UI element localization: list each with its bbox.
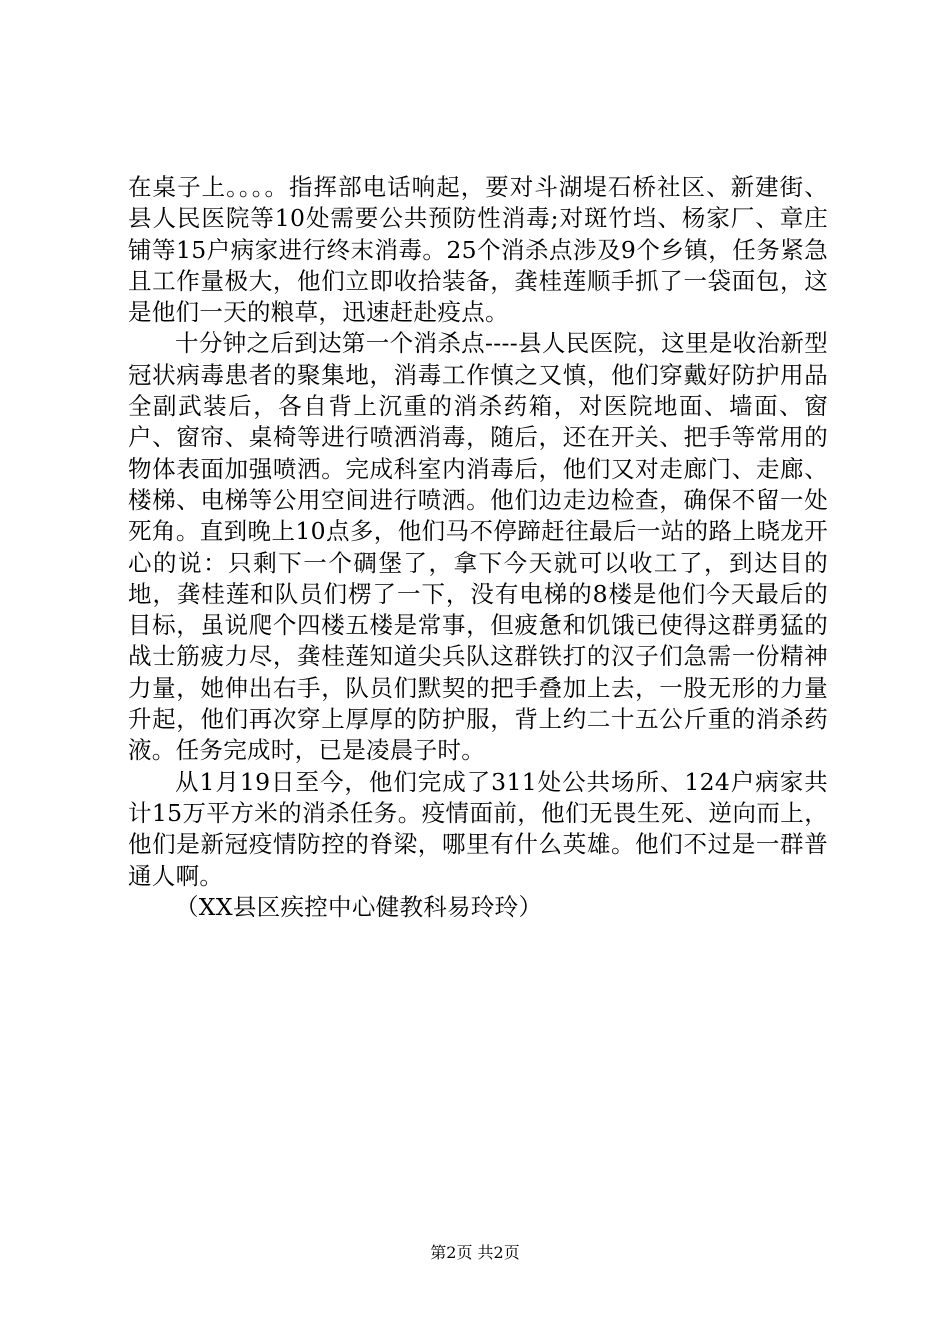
- author-signature: （XX县区疾控中心健教科易玲玲）: [175, 892, 543, 921]
- paragraph-disinfection-work: 十分钟之后到达第一个消杀点----县人民医院，这里是收治新型冠状病毒患者的聚集地，消毒工作慎之又慎，他们穿戴好防护用品全副武装后，各自背上沉重的消杀药箱，对医院地面、墙面、窗户、窗帘、桌椅等进行喷洒消毒，随后，还在开关、把手等常用的物体表面加强喷洒。完成科室内消毒后，他们又对走廊门、走廊、楼梯、电梯等公用空间进行喷洒。他们边走边检查，确保不留一处死角。直到晚上10点多，他们马不停蹄赶往最后一站的路上晓龙开心的说：只剩下一个碉堡了，拿下今天就可以收工了，到达目的地，龚桂莲和队员们楞了一下，没有电梯的8楼是他们今天最后的目标，虽说爬个四楼五楼是常事，但疲惫和饥饿已使得这群勇猛的战士筋疲力尽，龚桂莲知道尖兵队这群铁打的汉子们急需一份精神力量，她伸出右手，队员们默契的把手叠加上去，一股无形的力量升起，他们再次穿上厚厚的防护服，背上约二十五公斤重的消杀药液。任务完成时，已是凌晨子时。: [128, 329, 828, 765]
- document-body: [128, 172, 828, 923]
- paragraph-summary: 从1月19日至今，他们完成了311处公共场所、124户病家共计15万平方米的消杀任务。疫情面前，他们无畏生死、逆向而上，他们是新冠疫情防控的脊梁，哪里有什么英雄。他们不过是一群普通人啊。: [128, 767, 828, 890]
- page-footer: 第2页 共2页: [430, 1243, 520, 1262]
- paragraph-continuation: 在桌子上。。。。指挥部电话响起，要对斗湖堤石桥社区、新建街、县人民医院等10处需要公共预防性消毒;对斑竹垱、杨家厂、章庄铺等15户病家进行终末消毒。25个消杀点涉及9个乡镇，任务紧急且工作量极大，他们立即收拾装备，龚桂莲顺手抓了一袋面包，这是他们一天的粮草，迅速赶赴疫点。: [128, 173, 828, 327]
